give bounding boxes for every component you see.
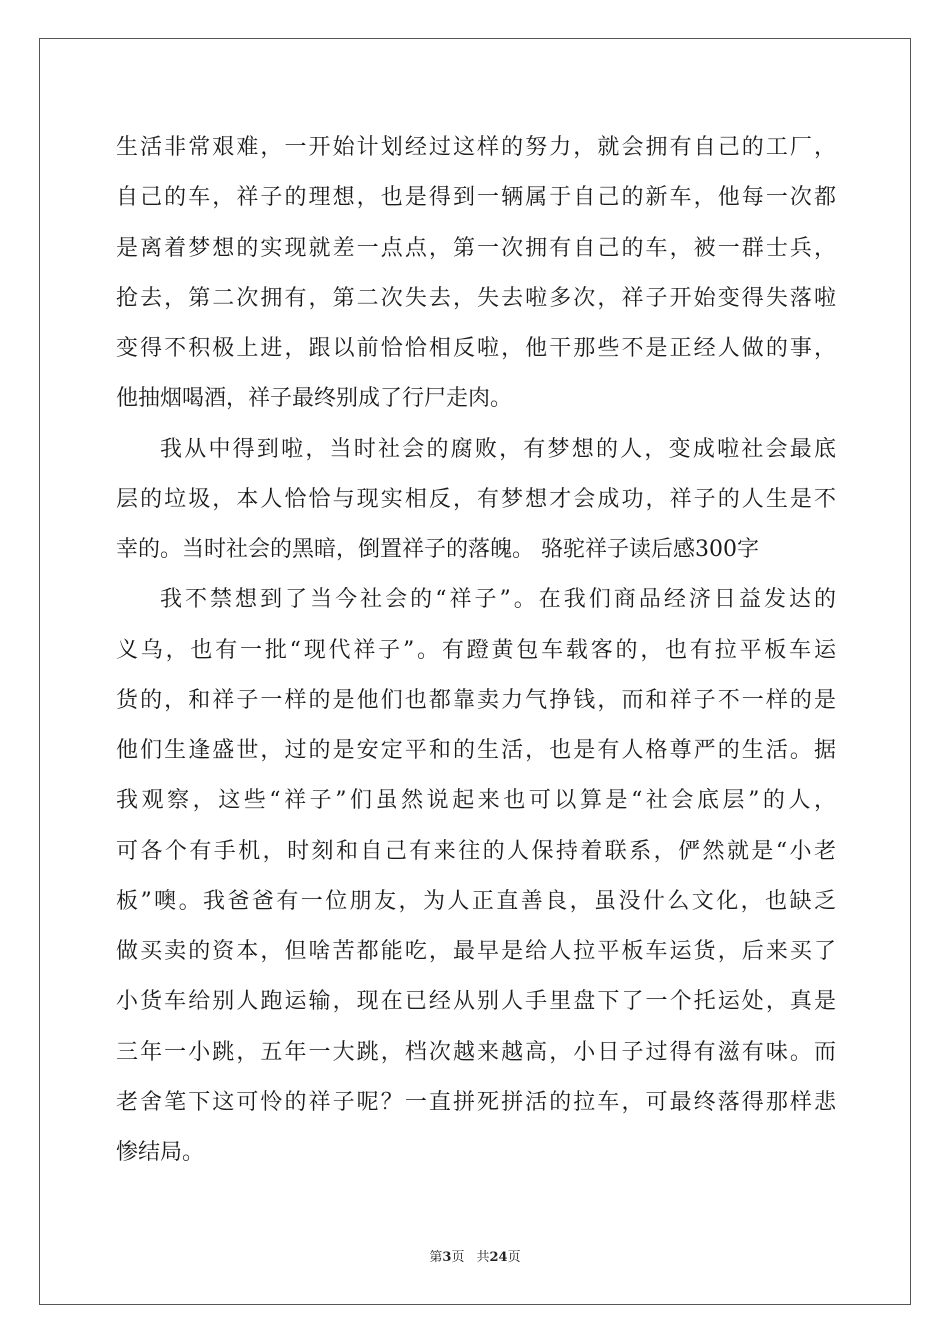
- text-line: 我观察，这些“祥子”们虽然说起来也可以算是“社会底层”的人，: [116, 788, 836, 814]
- text-line: 板”噢。我爸爸有一位朋友，为人正直善良，虽没什么文化，也缺乏: [116, 888, 836, 914]
- text-line: 他们生逢盛世，过的是安定平和的生活，也是有人格尊严的生活。据: [116, 738, 836, 763]
- text-line: 生活非常艰难，一开始计划经过这样的努力，就会拥有自己的工厂，: [116, 135, 836, 160]
- text-line: 货的，和祥子一样的是他们也都靠卖力气挣钱，而和祥子不一样的是: [116, 687, 836, 713]
- text-line: 是离着梦想的实现就差一点点，第一次拥有自己的车，被一群士兵，: [116, 235, 836, 261]
- text-line: 义乌，也有一批“现代祥子”。有蹬黄包车载客的，也有拉平板车运: [116, 637, 836, 663]
- text-line: 做买卖的资本，但啥苦都能吃，最早是给人拉平板车运货，后来买了: [116, 939, 836, 964]
- footer-total-suffix: 页: [507, 1250, 521, 1265]
- text-line: 自己的车，祥子的理想，也是得到一辆属于自己的新车，他每一次都: [116, 185, 836, 211]
- text-line: 惨结局。: [116, 1140, 205, 1165]
- text-line: 我不禁想到了当今社会的“祥子”。在我们商品经济日益发达的: [160, 587, 836, 613]
- footer-page-number: 3: [442, 1250, 452, 1265]
- text-line: 老舍笔下这可怜的祥子呢？一直拼死拼活的拉车，可最终落得那样悲: [116, 1089, 836, 1115]
- footer-page-suffix: 页: [451, 1250, 465, 1265]
- text-line: 小货车给别人跑运输，现在已经从别人手里盘下了一个托运处，真是: [116, 989, 836, 1015]
- text-line: 可各个有手机，时刻和自己有来往的人保持着联系，俨然就是“小老: [116, 838, 836, 864]
- footer-total-prefix: 共: [476, 1250, 490, 1265]
- body-text: [116, 123, 836, 1178]
- text-line: 层的垃圾，本人恰恰与现实相反，有梦想才会成功，祥子的人生是不: [116, 486, 836, 512]
- text-line: 变得不积极上进，跟以前恰恰相反啦，他干那些不是正经人做的事，: [116, 336, 836, 361]
- text-line: 抢去，第二次拥有，第二次失去，失去啦多次，祥子开始变得失落啦: [116, 285, 836, 311]
- footer-total-pages: 24: [489, 1250, 508, 1265]
- text-line: 三年一小跳，五年一大跳，档次越来越高，小日子过得有滋有味。而: [116, 1039, 836, 1065]
- text-line: 幸的。当时社会的黑暗，倒置祥子的落魄。 骆驼祥子读后感300字: [116, 537, 759, 562]
- text-line: 我从中得到啦，当时社会的腐败，有梦想的人，变成啦社会最底: [160, 436, 836, 462]
- text-line: 他抽烟喝酒，祥子最终别成了行尸走肉。: [116, 386, 513, 412]
- page-footer: [0, 1246, 950, 1265]
- footer-page-prefix: 第: [429, 1250, 443, 1265]
